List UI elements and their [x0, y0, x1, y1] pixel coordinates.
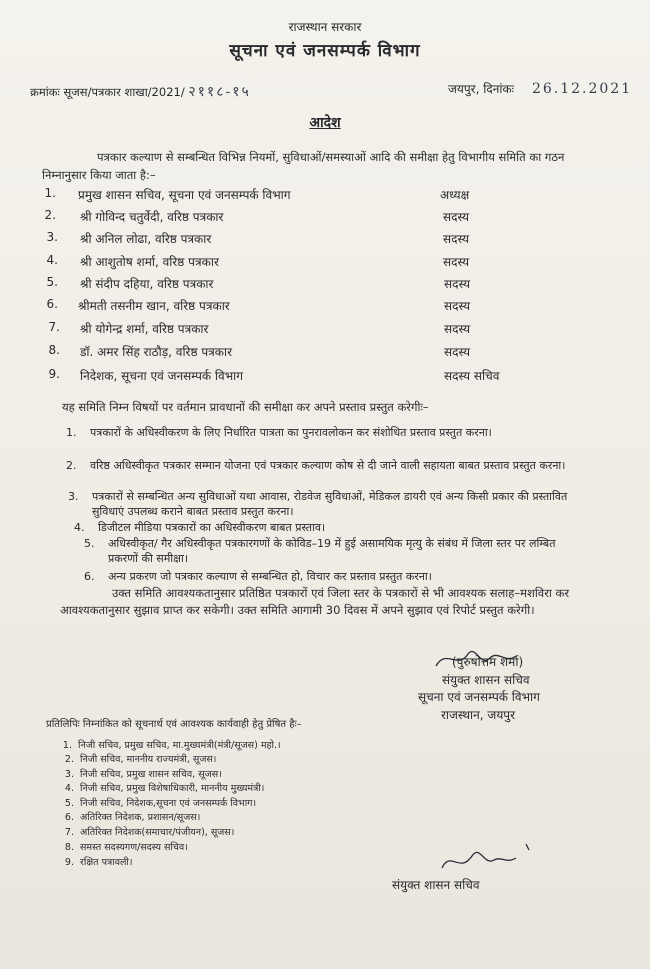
- signatory-name: (पुरुषोत्तम शर्मा): [452, 655, 524, 669]
- scope-item-text: वरिष्ठ अधिस्वीकृत पत्रकार सम्मान योजना एवं पत्रकार कल्याण कोष से दी जाने वाली सहायता बाबत प्रस्ताव प्रस्तुत करना।: [90, 459, 566, 472]
- scope-item-text: पत्रकारों के अधिस्वीकरण के लिए निर्धारित पात्रता का पुनरावलोकन कर संशोधित प्रस्ताव प्रस्तुत करना।: [90, 426, 492, 439]
- scope-item: [84, 569, 588, 584]
- member-name: श्री योगेन्द्र शर्मा, वरिष्ठ पत्रकार: [80, 322, 209, 336]
- copy-item-text: रक्षित पत्रावली।: [80, 857, 133, 868]
- intro-paragraph: पत्रकार कल्याण से सम्बन्धित विभिन्न नियमों, सुविधाओं/समस्याओं आदि की समीक्षा हेतु विभागीय समिति का गठन निम्नानुसार किया जाता है:–: [42, 150, 565, 182]
- copy-item-number: 2.: [64, 754, 74, 765]
- member-number: 1.: [44, 186, 56, 200]
- scope-item-number: 5.: [84, 537, 95, 550]
- member-name: श्रीमती तसनीम खान, वरिष्ठ पत्रकार: [78, 299, 230, 313]
- member-role: सदस्य: [443, 232, 470, 246]
- copy-item-text: निजी सचिव, माननीय राज्यमंत्री, सूजस।: [80, 754, 217, 765]
- copy-item-text: निजी सचिव, प्रमुख विशेषाधिकारी, माननीय मुख्यमंत्री।: [80, 783, 265, 794]
- copy-item-number: 5.: [64, 798, 74, 809]
- scope-item: [84, 536, 588, 566]
- copy-item-text: निजी सचिव, प्रमुख शासन सचिव, सूजस।: [80, 769, 222, 780]
- member-name: निदेशक, सूचना एवं जनसम्पर्क विभाग: [80, 369, 244, 383]
- date-handwritten: 26.12.2021: [531, 81, 633, 97]
- signatory-department: सूचना एवं जनसम्पर्क विभाग: [418, 690, 540, 704]
- scope-item-number: 4.: [74, 521, 85, 534]
- copy-item: [58, 810, 200, 823]
- reference-number-handwritten: २११८-१५: [188, 84, 251, 100]
- member-role: सदस्य: [444, 277, 471, 291]
- scope-item: [74, 520, 578, 535]
- member-role: सदस्य: [444, 322, 471, 336]
- scope-item-number: 1.: [66, 426, 77, 439]
- member-role: अध्यक्ष: [440, 188, 470, 202]
- member-role: सदस्य: [443, 210, 470, 224]
- member-number: 9.: [48, 367, 60, 381]
- copy-item: [58, 825, 234, 838]
- scope-item-text: अन्य प्रकरण जो पत्रकार कल्याण से सम्बन्धित हो, विचार कर प्रस्ताव प्रस्तुत करना।: [108, 570, 432, 583]
- copy-item-text: निजी सचिव, निदेशक,सूचना एवं जनसम्पर्क विभाग।: [80, 798, 257, 809]
- scope-item: [66, 425, 590, 440]
- copy-item-number: 4.: [64, 783, 74, 794]
- scope-item-text: डिजीटल मीडिया पत्रकारों का अधिस्वीकरण बाबत प्रस्ताव।: [98, 521, 326, 534]
- scope-intro: यह समिति निम्न विषयों पर वर्तमान प्रावधानों की समीक्षा कर अपने प्रस्ताव प्रस्तुत करेगीः–: [62, 400, 429, 414]
- closing-paragraph: उक्त समिति आवश्यकतानुसार प्रतिष्ठित पत्रकारों एवं जिला स्तर के पत्रकारों से भी आवश्यक सलाह–मशविरा कर आवश्यकतानुसार सुझाव प्राप्त कर सकेगी। उक्त समिति आगामी 30 दिवस में अपने सुझाव एवं रिपोर्ट प्रस्तुत करेगी।: [60, 586, 570, 617]
- place-date-label: जयपुर, दिनांकः: [448, 82, 515, 96]
- member-role: सदस्य सचिव: [444, 369, 500, 383]
- order-title: आदेश: [309, 115, 341, 131]
- member-number: 7.: [48, 320, 60, 334]
- department-heading: सूचना एवं जनसम्पर्क विभाग: [229, 41, 421, 61]
- bottom-signatory-designation: संयुक्त शासन सचिव: [392, 878, 480, 892]
- copy-heading: प्रतिलिपिः निम्नांकित को सूचनार्थ एवं आवश्यक कार्यवाही हेतु प्रेषित हैः–: [46, 719, 302, 730]
- copy-item-text: अतिरिक्त निदेशक(समाचार/पंजीयन), सूजस।: [80, 827, 235, 838]
- copy-item-number: 1.: [62, 740, 72, 751]
- member-number: 4.: [46, 253, 58, 267]
- copy-item-number: 3.: [64, 769, 74, 780]
- copy-item-number: 8.: [64, 842, 74, 853]
- member-number: 8.: [48, 343, 60, 357]
- scope-item-number: 6.: [84, 570, 95, 583]
- member-number: 2.: [44, 208, 56, 222]
- scope-item: [66, 458, 570, 473]
- copy-item: [58, 752, 216, 765]
- member-name: श्री गोविन्द चतुर्वेदी, वरिष्ठ पत्रकार: [80, 210, 224, 224]
- reference-number: [30, 82, 251, 101]
- member-name: श्री संदीप दहिया, वरिष्ठ पत्रकार: [80, 277, 214, 291]
- copy-item-text: अतिरिक्त निदेशक, प्रशासन/सूजस।: [80, 812, 201, 823]
- government-heading: राजस्थान सरकार: [288, 20, 362, 34]
- copy-item: [58, 796, 256, 809]
- copy-item-text: निजी सचिव, प्रमुख सचिव, मा.मुख्यमंत्री(मंत्री/सूजस) महो.।: [78, 740, 281, 751]
- member-number: 5.: [46, 275, 58, 289]
- member-name: श्री अनिल लोढा, वरिष्ठ पत्रकार: [80, 232, 212, 246]
- member-role: सदस्य: [444, 345, 471, 359]
- scope-item: [68, 489, 592, 519]
- handwritten-signature-bottom: [430, 830, 560, 880]
- scope-item-text: अधिस्वीकृत/ गैर अधिस्वीकृत पत्रकारगणों के कोविड–19 में हुई असामयिक मृत्यु के संबंध में जिला स्तर पर लम्बित प्रकरणों की समीक्षा।: [108, 537, 556, 565]
- copy-item-number: 9.: [64, 857, 74, 868]
- copy-item: [58, 767, 222, 780]
- copy-item-number: 7.: [64, 827, 74, 838]
- place-date: [448, 80, 632, 97]
- signatory-designation: संयुक्त शासन सचिव: [442, 673, 530, 687]
- copy-item: [58, 855, 132, 868]
- copy-item: [58, 840, 188, 853]
- member-name: डॉ. अमर सिंह राठौड़, वरिष्ठ पत्रकार: [80, 345, 233, 359]
- member-name: श्री आशुतोष शर्मा, वरिष्ठ पत्रकार: [80, 255, 219, 269]
- member-role: सदस्य: [443, 255, 470, 269]
- reference-number-label: क्रमांकः सूजस/पत्रकार शाखा/2021/: [30, 85, 185, 99]
- member-number: 6.: [46, 297, 58, 311]
- member-role: सदस्य: [444, 299, 471, 313]
- scope-item-number: 3.: [68, 490, 79, 503]
- signatory-location: राजस्थान, जयपुर: [441, 708, 516, 722]
- member-number: 3.: [46, 230, 58, 244]
- copy-item: [56, 738, 281, 751]
- scope-item-number: 2.: [66, 459, 77, 472]
- copy-item-text: समस्त सदस्यगण/सदस्य सचिव।: [80, 842, 188, 853]
- member-name: प्रमुख शासन सचिव, सूचना एवं जनसम्पर्क विभाग: [78, 188, 291, 202]
- scope-item-text: पत्रकारों से सम्बन्धित अन्य सुविधाओं यथा आवास, रोडवेज सुविधाओं, मेडिकल डायरी एवं अन्य किसी प्रकार की प्रस्तावित सुविधाएं उपलब्ध कराने बाबत प्रस्ताव प्रस्तुत करना।: [92, 490, 568, 518]
- copy-item-number: 6.: [64, 812, 74, 823]
- copy-item: [58, 781, 264, 794]
